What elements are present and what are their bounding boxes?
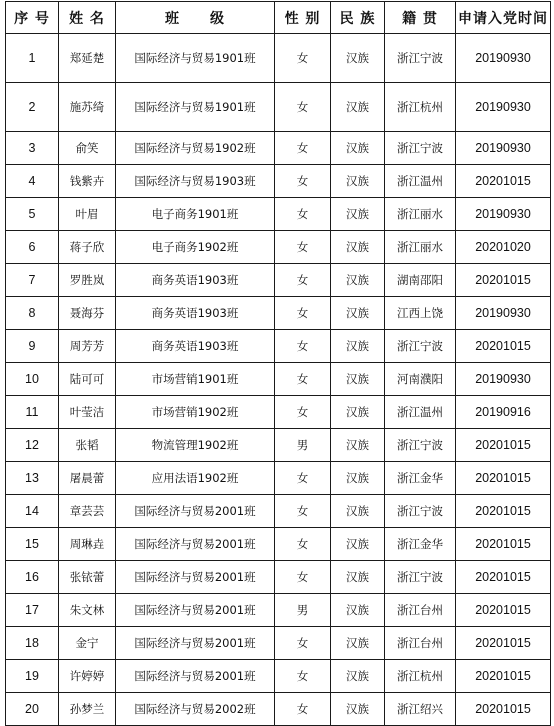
application-date-cell: 20201015	[456, 594, 551, 627]
native-place-cell: 浙江杭州	[385, 83, 456, 132]
native-place-cell: 浙江温州	[385, 396, 456, 429]
application-date-cell: 20190930	[456, 34, 551, 83]
row-number-cell: 18	[6, 627, 59, 660]
class-cell: 市场营销1901班	[116, 363, 275, 396]
row-number-cell: 14	[6, 495, 59, 528]
gender-cell: 女	[275, 83, 331, 132]
application-date-cell: 20190930	[456, 83, 551, 132]
row-number-cell: 11	[6, 396, 59, 429]
row-number-cell: 7	[6, 264, 59, 297]
gender-cell: 女	[275, 363, 331, 396]
native-place-cell: 浙江宁波	[385, 330, 456, 363]
class-cell: 国际经济与贸易2001班	[116, 495, 275, 528]
name-cell: 俞笑	[59, 132, 116, 165]
gender-cell: 女	[275, 264, 331, 297]
native-place-cell: 浙江丽水	[385, 198, 456, 231]
ethnicity-cell: 汉族	[331, 132, 385, 165]
native-place-cell: 浙江宁波	[385, 132, 456, 165]
native-place-cell: 浙江丽水	[385, 231, 456, 264]
application-date-cell: 20201015	[456, 693, 551, 726]
native-place-cell: 江西上饶	[385, 297, 456, 330]
class-cell: 国际经济与贸易1901班	[116, 83, 275, 132]
class-cell: 国际经济与贸易2001班	[116, 594, 275, 627]
table-row	[6, 462, 551, 495]
application-date-cell: 20201015	[456, 627, 551, 660]
row-number-cell: 17	[6, 594, 59, 627]
application-date-cell: 20190930	[456, 198, 551, 231]
gender-cell: 女	[275, 495, 331, 528]
ethnicity-cell: 汉族	[331, 231, 385, 264]
class-cell: 商务英语1903班	[116, 330, 275, 363]
table-row	[6, 528, 551, 561]
name-cell: 周琳垚	[59, 528, 116, 561]
table-row	[6, 627, 551, 660]
name-cell: 屠晨蕾	[59, 462, 116, 495]
ethnicity-cell: 汉族	[331, 330, 385, 363]
native-place-cell: 浙江绍兴	[385, 693, 456, 726]
application-date-cell: 20201015	[456, 264, 551, 297]
header-row	[6, 2, 551, 34]
native-place-cell: 浙江宁波	[385, 429, 456, 462]
row-number-cell: 1	[6, 34, 59, 83]
row-number-cell: 2	[6, 83, 59, 132]
row-number-cell: 12	[6, 429, 59, 462]
gender-cell: 女	[275, 132, 331, 165]
ethnicity-cell: 汉族	[331, 429, 385, 462]
header-cell: 申请入党时间	[456, 2, 551, 34]
name-cell: 章芸芸	[59, 495, 116, 528]
ethnicity-cell: 汉族	[331, 34, 385, 83]
ethnicity-cell: 汉族	[331, 363, 385, 396]
ethnicity-cell: 汉族	[331, 528, 385, 561]
class-cell: 国际经济与贸易2001班	[116, 627, 275, 660]
ethnicity-cell: 汉族	[331, 693, 385, 726]
class-cell: 物流管理1902班	[116, 429, 275, 462]
ethnicity-cell: 汉族	[331, 198, 385, 231]
application-date-cell: 20190930	[456, 132, 551, 165]
name-cell: 朱文林	[59, 594, 116, 627]
native-place-cell: 河南濮阳	[385, 363, 456, 396]
class-cell: 国际经济与贸易2001班	[116, 561, 275, 594]
gender-cell: 男	[275, 594, 331, 627]
row-number-cell: 16	[6, 561, 59, 594]
ethnicity-cell: 汉族	[331, 165, 385, 198]
name-cell: 叶眉	[59, 198, 116, 231]
ethnicity-cell: 汉族	[331, 396, 385, 429]
class-cell: 国际经济与贸易2001班	[116, 660, 275, 693]
application-date-cell: 20201015	[456, 462, 551, 495]
gender-cell: 女	[275, 330, 331, 363]
table-row	[6, 34, 551, 83]
row-number-cell: 9	[6, 330, 59, 363]
header-cell: 班 级	[116, 2, 275, 34]
gender-cell: 女	[275, 165, 331, 198]
class-cell: 国际经济与贸易1903班	[116, 165, 275, 198]
row-number-cell: 20	[6, 693, 59, 726]
class-cell: 商务英语1903班	[116, 264, 275, 297]
native-place-cell: 浙江金华	[385, 462, 456, 495]
gender-cell: 女	[275, 561, 331, 594]
ethnicity-cell: 汉族	[331, 264, 385, 297]
gender-cell: 女	[275, 462, 331, 495]
roster-body	[6, 34, 551, 726]
gender-cell: 女	[275, 198, 331, 231]
name-cell: 叶莹洁	[59, 396, 116, 429]
class-cell: 国际经济与贸易1902班	[116, 132, 275, 165]
class-cell: 电子商务1901班	[116, 198, 275, 231]
row-number-cell: 6	[6, 231, 59, 264]
name-cell: 周芳芳	[59, 330, 116, 363]
native-place-cell: 浙江宁波	[385, 495, 456, 528]
name-cell: 孙梦兰	[59, 693, 116, 726]
application-date-cell: 20190930	[456, 297, 551, 330]
applicant-roster-table	[5, 1, 551, 726]
name-cell: 钱紫卉	[59, 165, 116, 198]
class-cell: 国际经济与贸易2002班	[116, 693, 275, 726]
gender-cell: 女	[275, 528, 331, 561]
name-cell: 郑延楚	[59, 34, 116, 83]
name-cell: 许婷婷	[59, 660, 116, 693]
name-cell: 施苏绮	[59, 83, 116, 132]
class-cell: 应用法语1902班	[116, 462, 275, 495]
row-number-cell: 5	[6, 198, 59, 231]
header-cell: 序 号	[6, 2, 59, 34]
native-place-cell: 浙江台州	[385, 594, 456, 627]
name-cell: 金宁	[59, 627, 116, 660]
ethnicity-cell: 汉族	[331, 297, 385, 330]
gender-cell: 女	[275, 627, 331, 660]
native-place-cell: 浙江宁波	[385, 34, 456, 83]
class-cell: 国际经济与贸易1901班	[116, 34, 275, 83]
native-place-cell: 浙江金华	[385, 528, 456, 561]
native-place-cell: 浙江宁波	[385, 561, 456, 594]
gender-cell: 女	[275, 297, 331, 330]
gender-cell: 女	[275, 660, 331, 693]
application-date-cell: 20201020	[456, 231, 551, 264]
table-row	[6, 132, 551, 165]
ethnicity-cell: 汉族	[331, 495, 385, 528]
native-place-cell: 浙江温州	[385, 165, 456, 198]
class-cell: 商务英语1903班	[116, 297, 275, 330]
application-date-cell: 20190916	[456, 396, 551, 429]
row-number-cell: 3	[6, 132, 59, 165]
name-cell: 罗胜岚	[59, 264, 116, 297]
row-number-cell: 10	[6, 363, 59, 396]
name-cell: 张铱蕾	[59, 561, 116, 594]
ethnicity-cell: 汉族	[331, 462, 385, 495]
table-row	[6, 83, 551, 132]
application-date-cell: 20201015	[456, 561, 551, 594]
application-date-cell: 20201015	[456, 429, 551, 462]
application-date-cell: 20201015	[456, 330, 551, 363]
header-cell: 民 族	[331, 2, 385, 34]
table-row	[6, 297, 551, 330]
ethnicity-cell: 汉族	[331, 594, 385, 627]
row-number-cell: 15	[6, 528, 59, 561]
ethnicity-cell: 汉族	[331, 627, 385, 660]
native-place-cell: 浙江台州	[385, 627, 456, 660]
table-row	[6, 396, 551, 429]
gender-cell: 男	[275, 429, 331, 462]
ethnicity-cell: 汉族	[331, 83, 385, 132]
table-row	[6, 495, 551, 528]
ethnicity-cell: 汉族	[331, 561, 385, 594]
table-row	[6, 264, 551, 297]
application-date-cell: 20201015	[456, 165, 551, 198]
application-date-cell: 20190930	[456, 363, 551, 396]
table-row	[6, 594, 551, 627]
name-cell: 张韬	[59, 429, 116, 462]
header-cell: 姓 名	[59, 2, 116, 34]
ethnicity-cell: 汉族	[331, 660, 385, 693]
native-place-cell: 湖南邵阳	[385, 264, 456, 297]
gender-cell: 女	[275, 693, 331, 726]
row-number-cell: 8	[6, 297, 59, 330]
application-date-cell: 20201015	[456, 528, 551, 561]
application-date-cell: 20201015	[456, 660, 551, 693]
name-cell: 陆可可	[59, 363, 116, 396]
table-row	[6, 165, 551, 198]
table-row	[6, 561, 551, 594]
class-cell: 电子商务1902班	[116, 231, 275, 264]
name-cell: 蒋子欣	[59, 231, 116, 264]
gender-cell: 女	[275, 34, 331, 83]
name-cell: 聂海芬	[59, 297, 116, 330]
row-number-cell: 4	[6, 165, 59, 198]
gender-cell: 女	[275, 231, 331, 264]
application-date-cell: 20201015	[456, 495, 551, 528]
header-cell: 籍 贯	[385, 2, 456, 34]
table-row	[6, 660, 551, 693]
row-number-cell: 13	[6, 462, 59, 495]
native-place-cell: 浙江杭州	[385, 660, 456, 693]
gender-cell: 女	[275, 396, 331, 429]
table-row	[6, 363, 551, 396]
table-row	[6, 330, 551, 363]
table-row	[6, 198, 551, 231]
row-number-cell: 19	[6, 660, 59, 693]
table-row	[6, 231, 551, 264]
table-row	[6, 429, 551, 462]
header-cell: 性 别	[275, 2, 331, 34]
table-row	[6, 693, 551, 726]
class-cell: 国际经济与贸易2001班	[116, 528, 275, 561]
class-cell: 市场营销1902班	[116, 396, 275, 429]
